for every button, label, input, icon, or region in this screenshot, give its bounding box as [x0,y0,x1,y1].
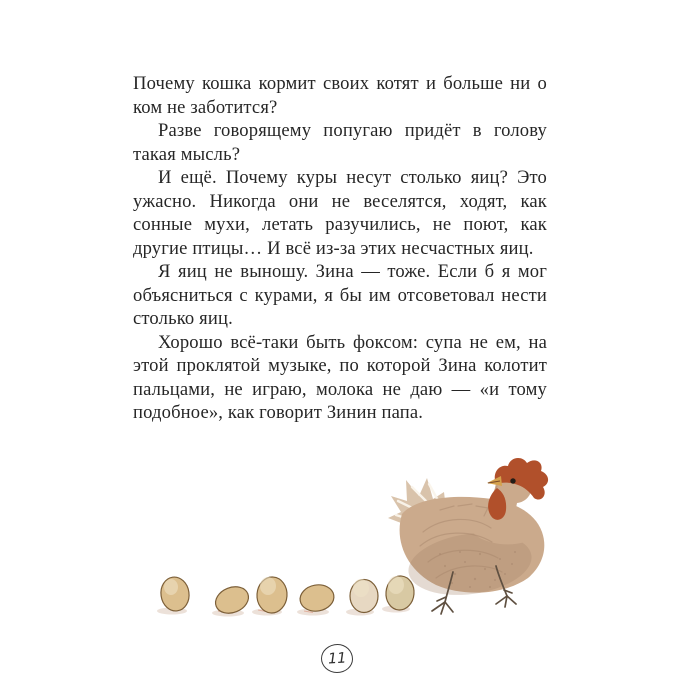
paragraph-4: Я яиц не выношу. Зина — тоже. Если б я мог объясниться с курами, я бы им отсоветовал нести столько яиц. [133,261,547,329]
hen-and-eggs-illustration [140,454,600,632]
page-number: 11 [327,650,347,667]
paragraph-5: Хорошо всё-таки быть фоксом: супа не ем, на этой проклятой музыке, по которой Зина колотит пальцами, не играю, молока не даю — «и тому подобное», как говорит Зинин папа. [133,331,547,423]
hen-eye [510,478,515,483]
story-text [133,72,547,425]
eggs-row [159,575,416,618]
paragraph-1: Почему кошка кормит своих котят и больше ни о ком не заботится? [133,73,547,118]
paragraph-2: Разве говорящему попугаю придёт в голову такая мысль? [133,120,547,165]
egg-4 [298,582,336,614]
paragraph-3: И ещё. Почему куры несут столько яиц? Это ужасно. Никогда они не веселятся, ходят, как сонные мухи, летать разучились, не поют, как другие птицы… И всё из-за этих несчастных яиц. [133,167,547,259]
page-number-badge [321,644,353,673]
